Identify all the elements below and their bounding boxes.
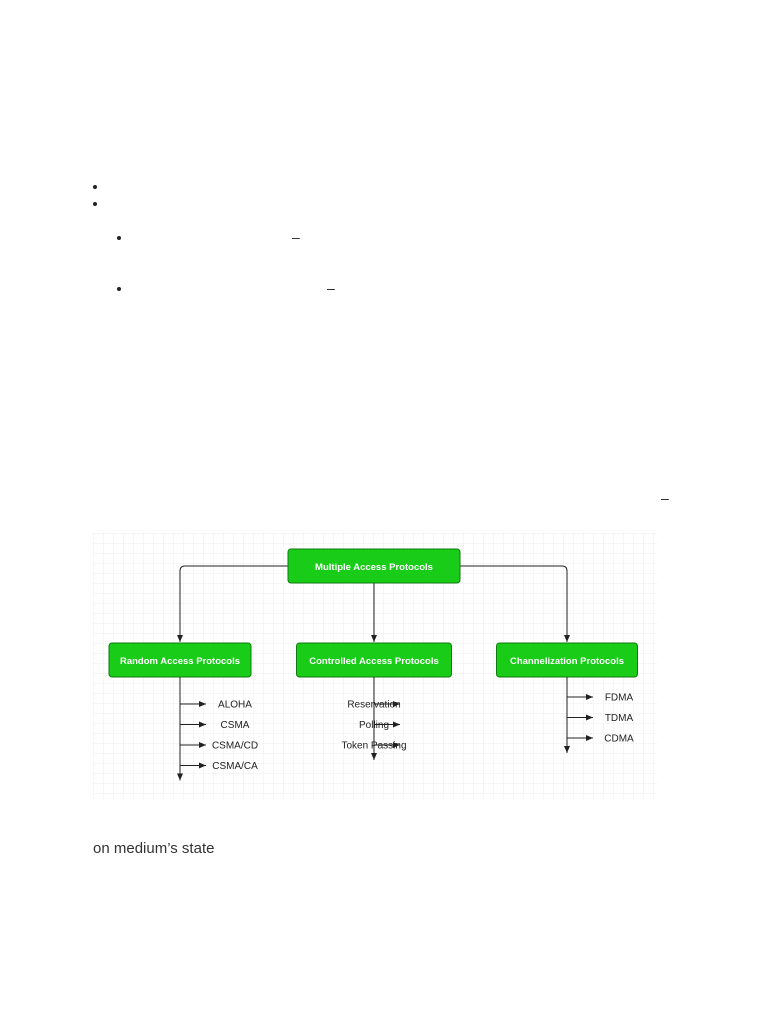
category-channelization-protocols-label: Channelization Protocols [509,656,625,667]
protocol-hierarchy-diagram [93,533,657,799]
item-polling: Polling [358,720,390,731]
item-tdma: TDMA [604,713,634,724]
item-reservation: Reservation [347,699,401,711]
dash-separator: – [327,280,335,296]
item-csma: CSMA [220,720,250,731]
item-aloha: ALOHA [218,699,252,711]
list-bullet [93,185,97,189]
root-node-label: Multiple Access Protocols [315,562,433,573]
category-random-access-protocols-label: Random Access Protocols [119,656,241,667]
sublist-bullet [117,287,121,291]
item-token-passing: Token Passing [341,740,407,752]
category-controlled-access-protocols-label: Controlled Access Protocols [309,656,439,667]
caption-text: on medium’s state [93,840,215,857]
sublist-bullet [117,236,121,240]
dash-separator: – [292,229,300,245]
dash-separator: – [661,490,669,506]
item-csma-ca: CSMA/CA [212,761,258,772]
item-csma-cd: CSMA/CD [211,740,259,752]
item-fdma: FDMA [604,692,634,704]
item-cdma: CDMA [604,733,634,745]
list-bullet [93,202,97,206]
